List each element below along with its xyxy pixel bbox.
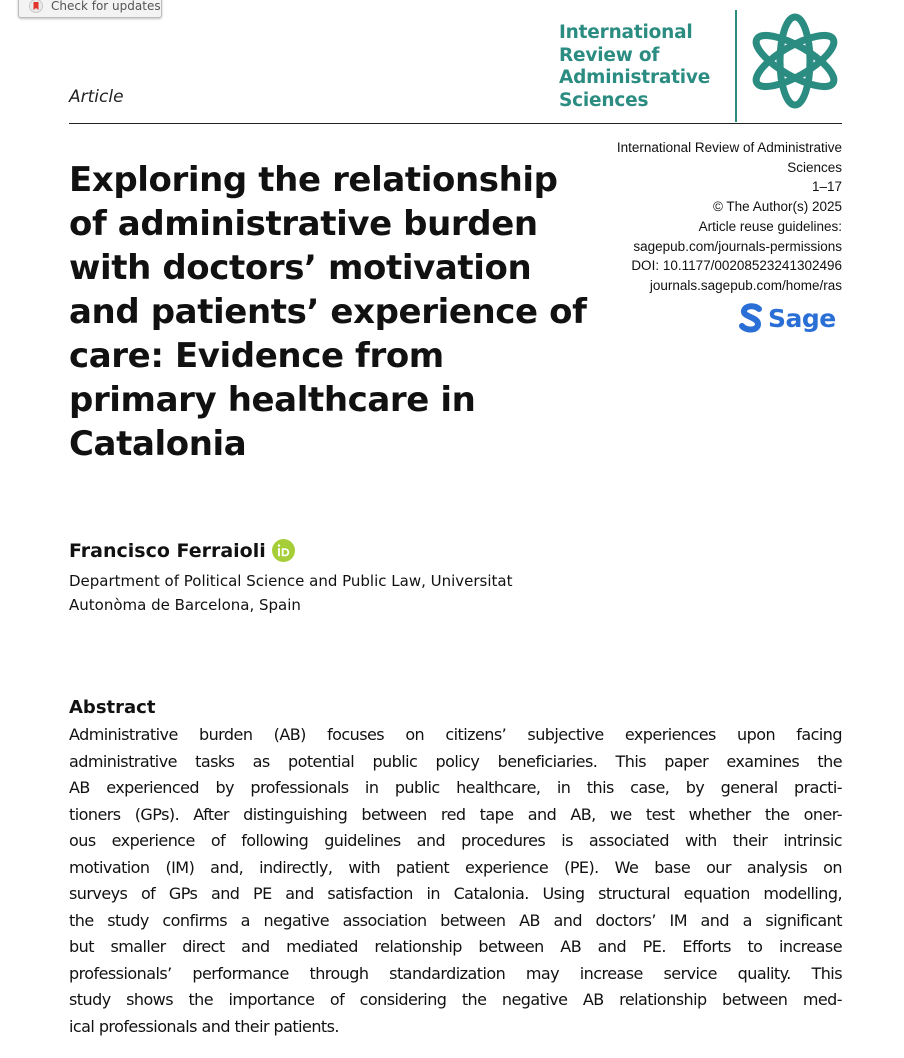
pub-info-copyright: © The Author(s) 2025	[712, 199, 842, 215]
check-for-updates-button[interactable]	[18, 0, 162, 18]
journal-name-line: Review of	[559, 44, 660, 66]
journal-name	[559, 22, 731, 112]
journal-name-line: International	[559, 22, 693, 43]
pub-info-journal: International Review of Administrative	[616, 140, 842, 155]
abstract-line: professionals’ performance through standardization may increase service quality. This	[69, 963, 842, 983]
check-for-updates-label: Check for updates	[51, 0, 161, 13]
publication-info	[562, 138, 842, 296]
abstract-line: the study confirms a negative association between AB and doctors’ IM and a significant	[69, 910, 842, 930]
abstract-line: but smaller direct and mediated relationship between AB and PE. Efforts to increase	[69, 937, 842, 956]
abstract-line: ical professionals and their patients.	[69, 1016, 339, 1036]
abstract-line: Administrative burden (AB) focuses on citizens’ subjective experiences upon facing	[69, 725, 842, 744]
pub-info-pages: 1–17	[811, 179, 842, 195]
sage-wordmark: Sage	[768, 303, 836, 333]
article-type-label: Article	[69, 87, 124, 107]
journal-logo-icon	[748, 8, 842, 114]
journal-divider	[735, 10, 737, 122]
sage-s-icon	[738, 303, 764, 333]
pub-info-reuse-label: Article reuse guidelines:	[698, 218, 842, 234]
abstract-line: tioners (GPs). After distinguishing between red tape and AB, we test whether the oner-	[69, 804, 842, 824]
abstract-body	[69, 722, 842, 1040]
affiliation-line: Autonòma de Barcelona, Spain	[69, 596, 301, 614]
author	[69, 539, 295, 562]
bookmark-icon	[29, 0, 43, 13]
pub-info-journal-cont: Sciences	[787, 159, 842, 175]
journal-name-line: Sciences	[559, 89, 649, 111]
abstract-line: AB experienced by professionals in public healthcare, in this case, by general practi-	[69, 778, 842, 797]
pub-info-journal-link[interactable]: journals.sagepub.com/home/ras	[649, 277, 842, 293]
abstract-line: surveys of GPs and PE and satisfaction in Catalonia. Using structural equation modelling,	[69, 884, 842, 903]
header-rule	[69, 123, 842, 124]
sage-logo	[738, 300, 844, 336]
abstract-heading: Abstract	[69, 697, 156, 718]
abstract-line: administrative tasks as potential public policy beneficiaries. This paper examines the	[69, 751, 842, 771]
pub-info-doi[interactable]: DOI: 10.1177/00208523241302496	[631, 258, 842, 274]
journal-name-line: Administrative	[559, 67, 711, 88]
abstract-line: ous experience of following guidelines and procedures is associated with their intrinsic	[69, 831, 842, 850]
affiliation-line: Department of Political Science and Public Law, Universitat	[69, 572, 513, 590]
article-title: Exploring the relationship of administrative burden with doctors’ motivation and patients’ experience of care: Evidence from primary healthcare in Catalonia	[69, 160, 587, 464]
abstract-line: motivation (IM) and, indirectly, with patient experience (PE). We base our analysis on	[69, 857, 842, 877]
author-name: Francisco Ferraioli	[69, 539, 266, 562]
pub-info-permissions-link[interactable]: sagepub.com/journals-permissions	[633, 238, 842, 254]
affiliation	[69, 569, 589, 617]
orcid-icon[interactable]	[272, 539, 295, 562]
abstract-line: study shows the importance of considering the negative AB relationship between med-	[69, 990, 842, 1009]
